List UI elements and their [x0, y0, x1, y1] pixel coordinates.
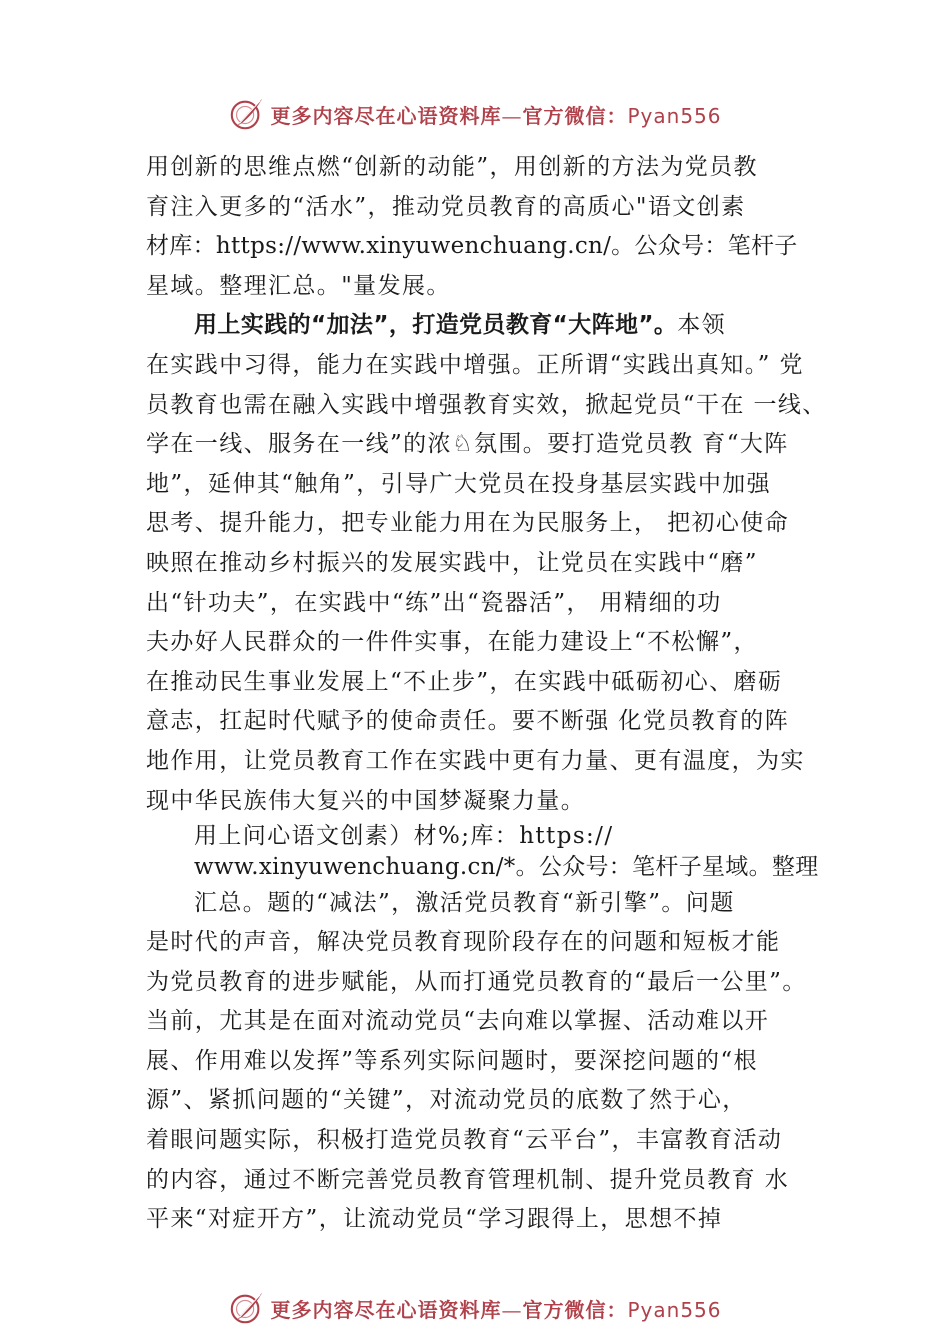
text-line: 源”、紧抓问题的“关键”，对流动党员的底数了然于心，: [146, 1087, 747, 1114]
text-line: 夫办好人民群众的一件件实事，在能力建设上“不松懈”，: [146, 629, 758, 656]
text-line: 出“针功夫”，在实践中“练”出“瓷器活”， 用精细的功: [146, 589, 722, 616]
text-line: 地”，延伸其“触角”，引导广大党员在投身基层实践中加强: [146, 470, 772, 497]
text-line: 在实践中习得，能力在实践中增强。正所谓“实践出真知。” 党: [146, 351, 804, 378]
text-line: 为党员教育的进步赋能，从而打通党员教育的“最后一公里”。: [146, 968, 807, 995]
text-line: 星域。整理汇总。"量发展。: [146, 272, 451, 299]
text-line: 的内容，通过不断完善党员教育管理机制、提升党员教育 水: [146, 1166, 790, 1193]
watermark-text: 更多内容尽在心语资料库—官方微信：Pyan556: [270, 103, 722, 128]
text-line: 用创新的思维点燃“创新的动能”，用创新的方法为党员教: [146, 154, 758, 180]
text-line: 意志，扛起时代赋予的使命责任。要不断强 化党员教育的阵: [146, 708, 790, 735]
text-line: 展、作用难以发挥”等系列实际问题时，要深挖问题的“根: [146, 1047, 758, 1074]
quill-seal-logo-icon: [228, 95, 266, 133]
text-line: 平来“对症开方”，让流动党员“学习跟得上，思想不掉: [146, 1206, 723, 1233]
text-line: 汇总。题的“减法”，激活党员教育“新引擎”。问题: [194, 890, 735, 917]
text-line: www.xinyuwenchuang.cn/*。公众号：笔杆子星域。整理: [194, 854, 819, 881]
header-watermark-banner: [0, 92, 950, 136]
text-line: 当前，尤其是在面对流动党员“去向难以掌握、活动难以开: [146, 1008, 770, 1035]
paragraph-lead-line: [146, 306, 836, 346]
text-line: 用上问心语文创素）材%;库：https://: [194, 823, 614, 850]
document-body: [146, 148, 836, 1240]
text-line: 映照在推动乡村振兴的发展实践中，让党员在实践中“磨”: [146, 549, 758, 576]
text-line: 在推动民生事业发展上“不止步”，在实践中砥砺初心、磨砺: [146, 668, 783, 695]
text-line: 员教育也需在融入实践中增强教育实效，掀起党员“干在 一线、: [146, 391, 827, 418]
text-line: 现中华民族伟大复兴的中国梦凝聚力量。: [146, 787, 586, 814]
text-line: 是时代的声音，解决党员教育现阶段存在的问题和短板才能: [146, 929, 781, 956]
paragraph-heading: 用上实践的“加法”，打造党员教育“大阵地”。: [194, 312, 678, 339]
text-line: 材库：https://www.xinyuwenchuang.cn/。公众号：笔杆子: [146, 233, 798, 260]
text-line: 育注入更多的“活水”，推动党员教育的高质心"语文创素: [146, 193, 746, 220]
footer-watermark-banner: [0, 1286, 950, 1330]
quill-seal-logo-icon: [228, 1289, 266, 1327]
text-run: 本领: [677, 312, 727, 339]
paragraph-problem-solving: [146, 821, 836, 1240]
text-line: 学在一线、服务在一线”的浓♘氛围。要打造党员教 育“大阵: [146, 431, 789, 458]
paragraph-practice: [146, 306, 836, 821]
text-line: 地作用，让党员教育工作在实践中更有力量、更有温度，为实: [146, 747, 805, 774]
text-line: 思考、提升能力，把专业能力用在为民服务上， 把初心使命: [146, 510, 790, 537]
watermark-text: 更多内容尽在心语资料库—官方微信：Pyan556: [270, 1297, 722, 1322]
text-line: 着眼问题实际，积极打造党员教育“云平台”，丰富教育活动: [146, 1127, 783, 1154]
paragraph-innovation: [146, 148, 836, 306]
